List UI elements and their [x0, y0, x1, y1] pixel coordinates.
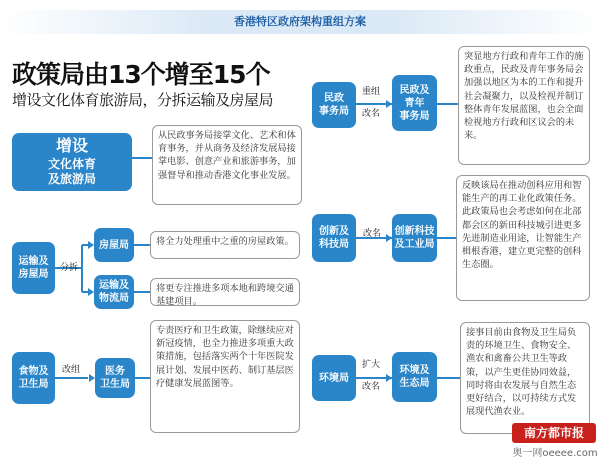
- expand-label: 扩大: [361, 360, 380, 370]
- innovation-industry-line-1: 创新科技: [394, 226, 435, 237]
- logistics-box-line-1: 运输及: [99, 280, 129, 291]
- rename-label-2: 改名: [361, 382, 380, 392]
- home-youth-description: 突显地方行政和青年工作的施政重点，民政及青年事务局会加强以地区为本的工作和提升社会凝聚力，以及检视并制订整体青年发展蓝图，也会全面检视地方行政和区议会的未来。: [458, 46, 590, 165]
- page-subtitle: 增设文化体育旅游局，分拆运输及房屋局: [12, 91, 274, 109]
- innovation-industry-line-2: 及工业局: [394, 239, 435, 250]
- environment-bureau-box: [312, 355, 356, 401]
- logistics-box-line-2: 物流局: [99, 293, 129, 304]
- innovation-technology-bureau-box: [312, 214, 356, 262]
- home-youth-line-3: 事务局: [399, 110, 430, 122]
- culture-sports-tourism-bureau-box: [12, 133, 132, 191]
- home-youth-line-1: 民政及: [399, 84, 430, 96]
- transport-housing-bureau-box: [12, 242, 55, 294]
- brand-watermark: 南方都市报: [512, 423, 596, 443]
- innovation-industry-bureau-box: [392, 214, 437, 262]
- home-affairs-bureau-box: [312, 82, 356, 128]
- transport-housing-line-2: 房屋局: [18, 269, 49, 280]
- housing-description: 将全力处理重中之重的房屋政策。: [150, 231, 300, 259]
- transport-housing-line-1: 运输及: [18, 256, 49, 267]
- environment-ecology-bureau-box: [392, 352, 437, 402]
- culture-box-line-2: 文化体育: [47, 156, 96, 171]
- culture-box-line-1: 增设: [55, 136, 88, 155]
- environment-ecology-line-1: 环境及: [399, 365, 430, 376]
- home-youth-bureau-box: [392, 75, 437, 131]
- banner: 香港特区政府架构重组方案: [0, 10, 600, 34]
- culture-box-line-3: 及旅游局: [47, 172, 96, 187]
- environment-ecology-description: 接事目前由食物及卫生局负责的环境卫生、食物安全、渔农和禽畜公共卫生等政策，以产生更佳协同效益，同时将由农发展与自然生态更好结合，以可持续方式发展现代渔农业。: [460, 322, 590, 434]
- transport-logistics-bureau-box: [94, 275, 134, 309]
- home-youth-line-2: 青年: [404, 97, 425, 109]
- home-affairs-line-1: 民政: [324, 93, 344, 104]
- reorganize-label: 改组: [61, 365, 80, 375]
- environment-line-1: 环境局: [319, 372, 349, 384]
- innovation-industry-description: 反映该局在推动创科应用和智能生产的再工业化政策任务。此政策局也会考虑如何在北部都会区的新田科技城引进更多先进制造业用途，让智能生产楫根香港，建立更完整的创科生态圈。: [456, 175, 590, 301]
- food-health-line-2: 卫生局: [18, 379, 49, 390]
- expand-rename-label: [359, 359, 383, 393]
- innovation-line-1: 创新及: [319, 226, 349, 237]
- logistics-description: 将更专注推进多项本地和跨境交通基建项目。: [150, 278, 300, 306]
- food-health-bureau-box: [12, 352, 55, 404]
- health-bureau-box: [95, 358, 135, 398]
- page-title: 政策局由13个增至15个: [12, 60, 270, 89]
- environment-ecology-line-2: 生态局: [399, 378, 430, 389]
- food-health-line-1: 食物及: [18, 366, 49, 377]
- split-label: 分拆: [59, 263, 78, 273]
- culture-description: 从民政事务局接掌文化、艺术和体育事务，并从商务及经济发展局接掌电影、创意产业和旅游事务，加强督导和推动香港文化事业发展。: [152, 125, 302, 205]
- health-box-line-1: 医务: [105, 366, 125, 377]
- restructure-label: [359, 86, 383, 120]
- restructure-label-1: 重组: [361, 87, 380, 97]
- site-watermark: 奥一网oeeee.com: [512, 448, 598, 459]
- restructure-label-2: 改名: [361, 109, 380, 119]
- home-affairs-line-2: 事务局: [319, 106, 349, 117]
- rename-label: 改名: [362, 229, 381, 239]
- health-description: 专责医疗和卫生政策，除继续应对新冠疫情，也全力推进多项重大政策措施，包括落实两个十年医院发展计划、发展中医药、制订基层医疗健康发展蓝图等。: [150, 320, 300, 433]
- health-box-line-2: 卫生局: [100, 379, 130, 390]
- housing-bureau-box: [94, 228, 134, 262]
- innovation-line-2: 科技局: [319, 239, 349, 250]
- housing-box-line-1: 房屋局: [99, 239, 129, 251]
